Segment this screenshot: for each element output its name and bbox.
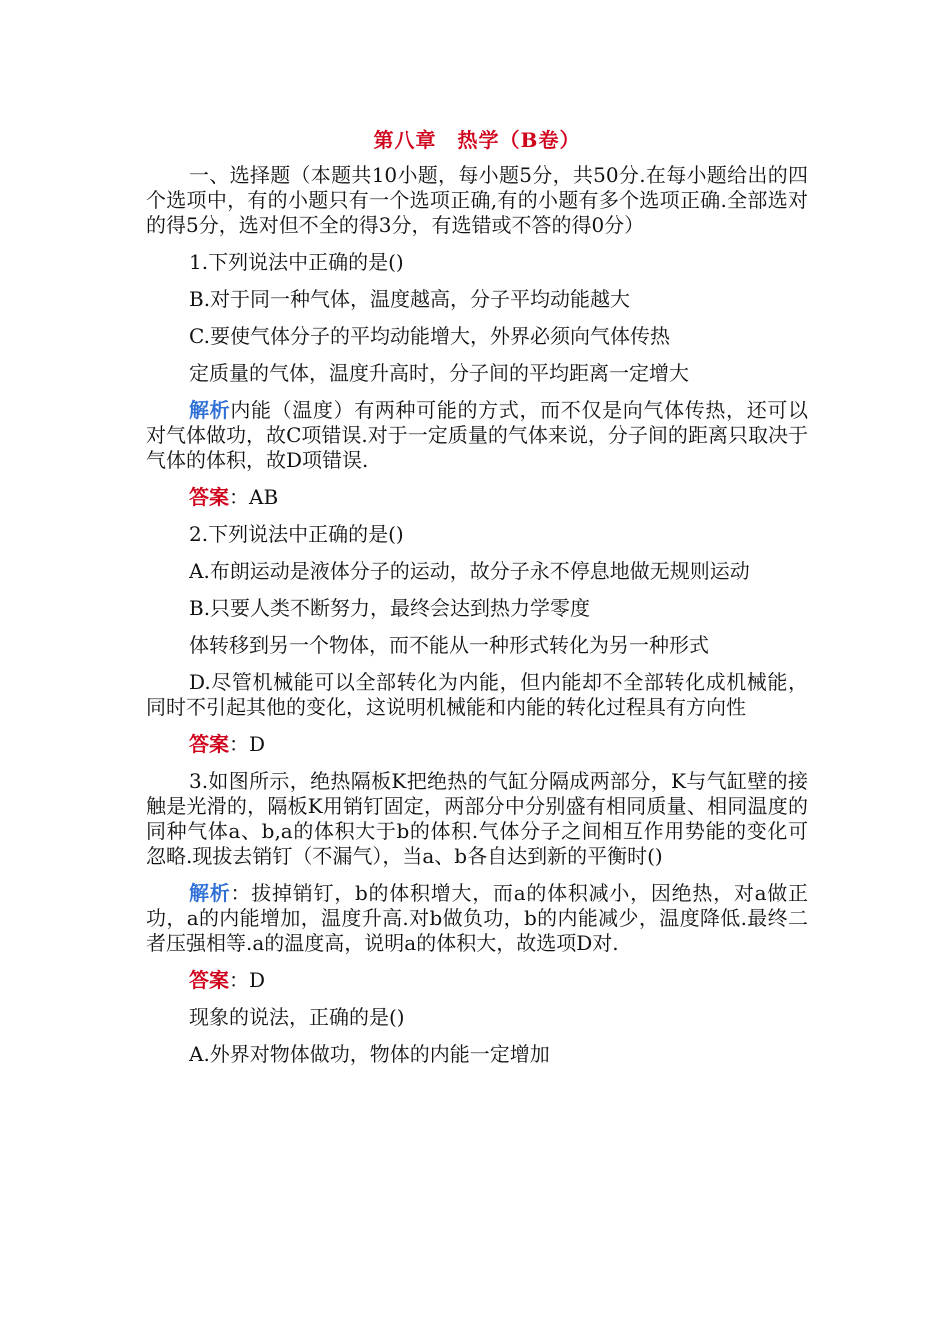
q4-option-a: A.外界对物体做功，物体的内能一定增加: [189, 1042, 550, 1066]
q2-stem: 2.下列说法中正确的是(): [189, 522, 404, 546]
q1-stem: 1.下列说法中正确的是(): [189, 250, 404, 274]
q1-option-c: C.要使气体分子的平均动能增大，外界必须向气体传热: [189, 324, 670, 348]
answer-label: 答案: [189, 732, 229, 756]
q2-option-a: A.布朗运动是液体分子的运动，故分子永不停息地做无规则运动: [189, 559, 750, 583]
document-page: [146, 128, 808, 1079]
q3-answer-text: ：D: [229, 968, 266, 992]
analysis-label: 解析: [189, 881, 231, 905]
analysis-label: 解析: [189, 398, 231, 422]
q1-answer-text: ：AB: [229, 485, 279, 509]
q2-option-c-fragment: 体转移到另一个物体，而不能从一种形式转化为另一种形式: [189, 633, 709, 657]
q2-answer-text: ：D: [229, 732, 266, 756]
q2-answer: [146, 732, 808, 757]
chapter-title: 第八章 热学（B卷）: [373, 128, 581, 152]
q1-option-d-fragment: 定质量的气体，温度升高时，分子间的平均距离一定增大: [189, 361, 689, 385]
q2-option-b: B.只要人类不断努力，最终会达到热力学零度: [189, 596, 591, 620]
q1-option-b: B.对于同一种气体，温度越高，分子平均动能越大: [189, 287, 631, 311]
q3-analysis-text: ：拔掉销钉，b的体积增大，而a的体积减小，因绝热，对a做正功，a的内能增加，温度升高.对b做负功，b的内能减少，温度降低.最终二者压强相等.a的温度高，说明a的体积大，故选项D对.: [146, 881, 809, 955]
answer-label: 答案: [189, 968, 229, 992]
q1-analysis: [146, 398, 808, 473]
q1-analysis-text: 内能（温度）有两种可能的方式，而不仅是向气体传热，还可以对气体做功，故C项错误.对于一定质量的气体来说，分子间的距离只取决于气体的体积，故D项错误.: [146, 398, 809, 472]
q3-answer: [146, 968, 808, 993]
q4-stem-fragment: 现象的说法，正确的是(): [189, 1005, 405, 1029]
q3-stem: 3.如图所示，绝热隔板K把绝热的气缸分隔成两部分，K与气缸壁的接触是光滑的，隔板K用销钉固定，两部分中分别盛有相同质量、相同温度的同种气体a、b,a的体积大于b的体积.气体分子之间相互作用势能的变化可忽略.现拔去销钉（不漏气），当a、b各自达到新的平衡时(): [146, 769, 808, 868]
q3-analysis: [146, 881, 808, 956]
section-intro: 一、选择题（本题共10小题，每小题5分，共50分.在每小题给出的四个选项中，有的小题只有一个选项正确,有的小题有多个选项正确.全部选对的得5分，选对但不全的得3分，有选错或不答的得0分）: [146, 163, 808, 237]
q1-answer: [146, 485, 808, 510]
q2-option-d: D.尽管机械能可以全部转化为内能，但内能却不全部转化成机械能，同时不引起其他的变化，这说明机械能和内能的转化过程具有方向性: [146, 670, 808, 719]
answer-label: 答案: [189, 485, 229, 509]
